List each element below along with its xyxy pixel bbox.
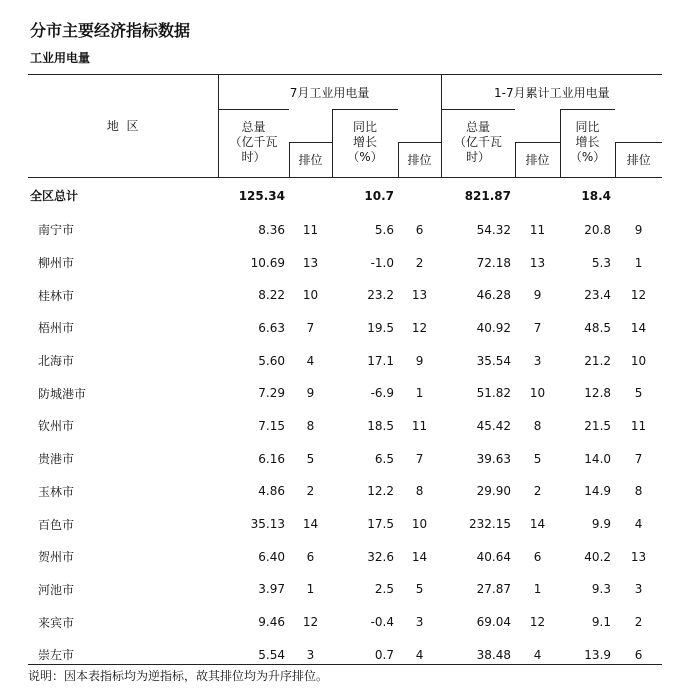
row-name: 河池市 <box>38 582 75 597</box>
c-growth-rank: 9 <box>634 222 643 237</box>
m-rank: 4 <box>306 353 315 368</box>
header-m-grank-spacer <box>398 110 441 143</box>
m-total: 6.16 <box>258 451 285 466</box>
c-growth-rank: 8 <box>634 484 643 499</box>
header-c-grank-spacer <box>615 110 662 143</box>
m-total: 125.34 <box>218 177 289 214</box>
header-c-rank-spacer <box>515 110 560 143</box>
header-m-total: 总量 （亿千瓦 时） <box>218 110 289 178</box>
m-growth: 0.7 <box>374 647 394 662</box>
header-m-rank: 排位 <box>289 142 332 177</box>
m-total: 6.40 <box>258 549 285 564</box>
m-growth: -0.4 <box>370 615 394 630</box>
c-growth-rank: 5 <box>634 386 643 401</box>
header-m-rank-spacer <box>289 110 332 143</box>
m-growth: 18.5 <box>367 418 394 433</box>
m-total: 35.13 <box>250 517 285 532</box>
m-growth-rank: 13 <box>411 288 428 303</box>
empty-cell <box>289 177 332 214</box>
m-rank: 13 <box>302 255 319 270</box>
c-total: 232.15 <box>469 517 512 532</box>
m-growth-rank: 2 <box>415 255 424 270</box>
c-total: 27.87 <box>476 582 512 597</box>
m-total: 8.36 <box>258 222 285 237</box>
m-rank: 2 <box>306 484 315 499</box>
c-rank: 10 <box>529 386 546 401</box>
electricity-table <box>28 74 662 671</box>
table-subtitle: 工业用电量 <box>30 51 91 65</box>
m-growth: 2.5 <box>374 582 394 597</box>
c-rank: 2 <box>533 484 542 499</box>
m-total: 4.86 <box>258 484 285 499</box>
row-name: 贵港市 <box>38 452 75 467</box>
c-growth: 21.2 <box>584 353 612 368</box>
empty-cell <box>615 177 662 214</box>
c-growth-rank: 10 <box>630 353 647 368</box>
row-name: 来宾市 <box>38 615 75 630</box>
table-row <box>28 410 662 443</box>
row-name: 全区总计 <box>28 177 218 214</box>
c-growth-rank: 1 <box>634 255 643 270</box>
table-row <box>28 508 662 541</box>
header-c-rank: 排位 <box>515 142 560 177</box>
header-m-growth: 同比 增长 （%） <box>332 110 398 178</box>
m-growth: 32.6 <box>367 549 394 564</box>
c-total: 29.90 <box>476 484 512 499</box>
c-growth-rank: 11 <box>630 418 647 433</box>
c-growth: 9.9 <box>591 517 612 532</box>
c-growth-rank: 4 <box>634 517 643 532</box>
c-growth: 18.4 <box>560 177 615 214</box>
row-name: 南宁市 <box>38 223 75 238</box>
m-growth: 17.5 <box>367 517 394 532</box>
m-growth-rank: 11 <box>411 418 428 433</box>
table-row <box>28 312 662 345</box>
page-title: 分市主要经济指标数据 <box>30 21 191 40</box>
m-total: 10.69 <box>250 255 285 270</box>
m-growth: 12.2 <box>367 484 394 499</box>
row-name: 崇左市 <box>38 648 75 663</box>
c-growth: 40.2 <box>584 549 612 564</box>
table-row <box>28 475 662 508</box>
table-row <box>28 442 662 475</box>
header-region: 地 区 <box>28 75 218 178</box>
row-name: 桂林市 <box>38 288 75 303</box>
c-rank: 8 <box>533 418 542 433</box>
row-name: 玉林市 <box>38 484 75 499</box>
c-growth-rank: 7 <box>634 451 643 466</box>
row-name: 贺州市 <box>38 550 75 565</box>
m-total: 5.60 <box>258 353 285 368</box>
c-growth-rank: 13 <box>630 549 647 564</box>
c-growth: 48.5 <box>584 320 612 335</box>
header-c-growth: 同比 增长 （%） <box>560 110 615 178</box>
total-row <box>28 177 662 214</box>
c-growth: 12.8 <box>584 386 612 401</box>
m-total: 9.46 <box>258 615 285 630</box>
c-total: 46.28 <box>476 288 512 303</box>
c-growth-rank: 14 <box>630 320 647 335</box>
header-c-total: 总量 （亿千瓦 时） <box>441 110 515 178</box>
m-total: 7.29 <box>258 386 285 401</box>
m-rank: 10 <box>302 288 319 303</box>
c-growth-rank: 6 <box>634 647 643 662</box>
c-growth-rank: 3 <box>634 582 643 597</box>
table-row <box>28 606 662 639</box>
row-name: 柳州市 <box>38 256 75 271</box>
header-m-grank: 排位 <box>398 142 441 177</box>
row-name: 北海市 <box>38 354 75 369</box>
row-name: 梧州市 <box>38 321 75 336</box>
c-total: 39.63 <box>476 451 512 466</box>
c-growth: 23.4 <box>584 288 612 303</box>
header-cumulative: 1-7月累计工业用电量 <box>441 75 662 110</box>
c-growth: 20.8 <box>584 222 612 237</box>
c-rank: 14 <box>529 517 546 532</box>
table-row <box>28 540 662 573</box>
c-total: 45.42 <box>476 418 512 433</box>
m-growth: 5.6 <box>374 222 394 237</box>
c-total: 51.82 <box>476 386 512 401</box>
m-growth: -6.9 <box>370 386 394 401</box>
m-rank: 8 <box>306 418 315 433</box>
table-row <box>28 214 662 247</box>
c-total: 69.04 <box>476 615 512 630</box>
m-growth: 6.5 <box>374 451 394 466</box>
m-growth-rank: 8 <box>415 484 424 499</box>
m-total: 7.15 <box>258 418 285 433</box>
c-growth-rank: 2 <box>634 615 643 630</box>
m-rank: 6 <box>306 549 315 564</box>
m-growth: -1.0 <box>370 255 394 270</box>
c-rank: 3 <box>533 353 542 368</box>
m-total: 3.97 <box>258 582 285 597</box>
m-rank: 9 <box>306 386 315 401</box>
m-growth-rank: 14 <box>411 549 428 564</box>
m-growth-rank: 9 <box>415 353 424 368</box>
m-growth-rank: 4 <box>415 647 424 662</box>
m-growth-rank: 1 <box>415 386 424 401</box>
m-growth: 23.2 <box>367 288 394 303</box>
c-growth: 14.0 <box>584 451 612 466</box>
m-total: 5.54 <box>258 647 285 662</box>
m-total: 8.22 <box>258 288 285 303</box>
empty-cell <box>515 177 560 214</box>
m-rank: 12 <box>302 615 319 630</box>
header-c-grank: 排位 <box>615 142 662 177</box>
m-rank: 14 <box>302 517 319 532</box>
c-rank: 12 <box>529 615 546 630</box>
m-growth: 10.7 <box>332 177 398 214</box>
empty-cell <box>398 177 441 214</box>
row-name: 防城港市 <box>38 386 87 401</box>
footnote: 说明：因本表指标均为逆指标，故其排位均为升序排位。 <box>28 664 662 684</box>
row-name: 百色市 <box>38 517 75 532</box>
c-rank: 5 <box>533 451 542 466</box>
c-growth: 9.1 <box>591 615 612 630</box>
c-growth: 13.9 <box>584 647 612 662</box>
m-rank: 3 <box>306 647 315 662</box>
table-row <box>28 377 662 410</box>
m-growth-rank: 10 <box>411 517 428 532</box>
table-row <box>28 573 662 606</box>
c-total: 38.48 <box>476 647 512 662</box>
c-growth-rank: 12 <box>630 288 647 303</box>
m-growth-rank: 6 <box>415 222 424 237</box>
c-total: 35.54 <box>476 353 512 368</box>
m-rank: 11 <box>302 222 319 237</box>
m-growth-rank: 12 <box>411 320 428 335</box>
row-name: 钦州市 <box>38 419 75 434</box>
m-rank: 7 <box>306 320 315 335</box>
c-rank: 9 <box>533 288 542 303</box>
c-rank: 13 <box>529 255 546 270</box>
m-total: 6.63 <box>258 320 285 335</box>
c-total: 821.87 <box>441 177 515 214</box>
c-growth: 5.3 <box>591 255 612 270</box>
header-july: 7月工业用电量 <box>218 75 441 110</box>
table-row <box>28 279 662 312</box>
c-rank: 1 <box>533 582 542 597</box>
c-total: 54.32 <box>476 222 512 237</box>
c-rank: 11 <box>529 222 546 237</box>
m-growth: 17.1 <box>367 353 394 368</box>
m-rank: 5 <box>306 451 315 466</box>
table-row <box>28 344 662 377</box>
c-rank: 4 <box>533 647 542 662</box>
c-growth: 14.9 <box>584 484 612 499</box>
c-total: 40.64 <box>476 549 512 564</box>
m-growth-rank: 7 <box>415 451 424 466</box>
c-growth: 9.3 <box>591 582 612 597</box>
c-total: 72.18 <box>476 255 512 270</box>
table-row <box>28 246 662 279</box>
m-rank: 1 <box>306 582 315 597</box>
m-growth-rank: 5 <box>415 582 424 597</box>
c-rank: 7 <box>533 320 542 335</box>
m-growth-rank: 3 <box>415 615 424 630</box>
m-growth: 19.5 <box>367 320 394 335</box>
c-growth: 21.5 <box>584 418 612 433</box>
c-total: 40.92 <box>476 320 512 335</box>
c-rank: 6 <box>533 549 542 564</box>
